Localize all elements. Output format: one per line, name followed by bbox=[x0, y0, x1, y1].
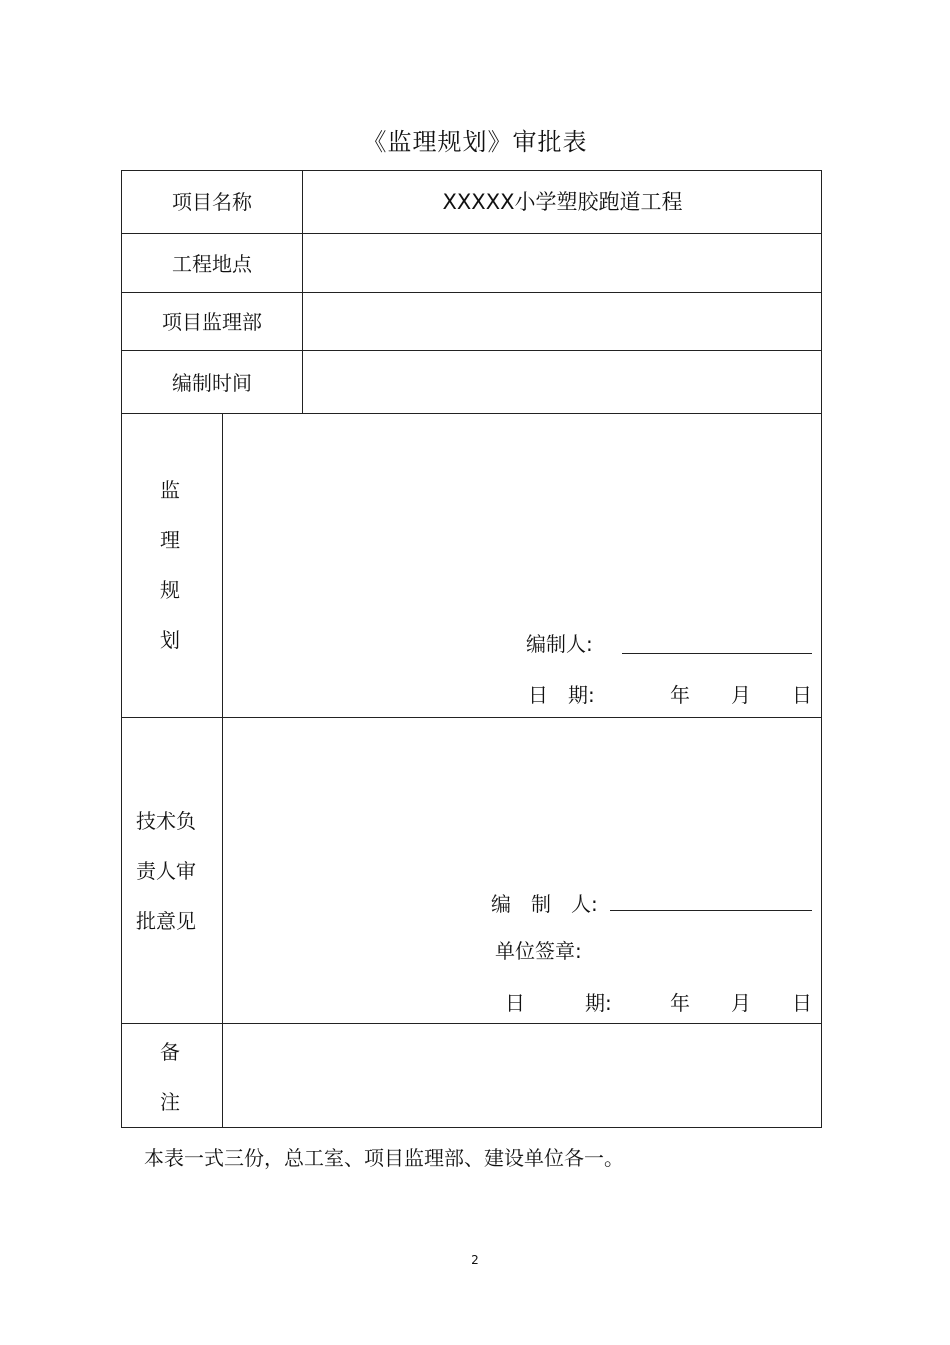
plan-label-char: 理 bbox=[160, 528, 180, 552]
approval-label-line: 技术负 bbox=[136, 809, 196, 833]
project-name-value: XXXXX小学塑胶跑道工程 bbox=[442, 190, 683, 214]
row-divider bbox=[121, 350, 822, 351]
plan-label-char: 划 bbox=[160, 628, 180, 652]
plan-label-char: 规 bbox=[160, 578, 180, 602]
approval-year-label: 年 bbox=[670, 991, 690, 1015]
approval-section-label bbox=[136, 796, 196, 946]
department-label: 项目监理部 bbox=[162, 310, 262, 334]
unit-seal-label: 单位签章: bbox=[495, 939, 582, 963]
plan-preparer-label: 编制人: bbox=[526, 632, 593, 656]
remarks-label-char: 注 bbox=[160, 1090, 180, 1114]
approval-date-label: 日 期: bbox=[505, 991, 612, 1015]
approval-preparer-label: 编 制 人: bbox=[491, 892, 598, 916]
row-divider bbox=[121, 292, 822, 293]
footer-note: 本表一式三份，总工室、项目监理部、建设单位各一。 bbox=[144, 1146, 624, 1170]
plan-day-label: 日 bbox=[792, 683, 812, 707]
plan-date-label: 日 期: bbox=[528, 683, 595, 707]
row-divider bbox=[121, 1023, 822, 1024]
plan-month-label: 月 bbox=[731, 683, 751, 707]
row-divider bbox=[121, 413, 822, 414]
date-compiled-label: 编制时间 bbox=[172, 371, 252, 395]
project-name-label: 项目名称 bbox=[172, 190, 252, 214]
remarks-label bbox=[150, 1027, 190, 1127]
plan-section-label bbox=[150, 465, 190, 665]
column-divider bbox=[222, 413, 223, 1128]
approval-label-line: 责人审 bbox=[136, 859, 196, 883]
row-divider bbox=[121, 717, 822, 718]
form-title: 《监理规划》审批表 bbox=[362, 128, 588, 156]
approval-preparer-signature-line[interactable] bbox=[610, 910, 812, 911]
approval-day-label: 日 bbox=[792, 991, 812, 1015]
approval-label-line: 批意见 bbox=[136, 909, 196, 933]
approval-month-label: 月 bbox=[731, 991, 751, 1015]
location-label: 工程地点 bbox=[172, 252, 252, 276]
plan-preparer-signature-line[interactable] bbox=[622, 653, 812, 654]
remarks-label-char: 备 bbox=[160, 1040, 180, 1064]
plan-year-label: 年 bbox=[670, 683, 690, 707]
row-divider bbox=[121, 233, 822, 234]
page-number: 2 bbox=[471, 1253, 479, 1267]
plan-label-char: 监 bbox=[160, 478, 180, 502]
